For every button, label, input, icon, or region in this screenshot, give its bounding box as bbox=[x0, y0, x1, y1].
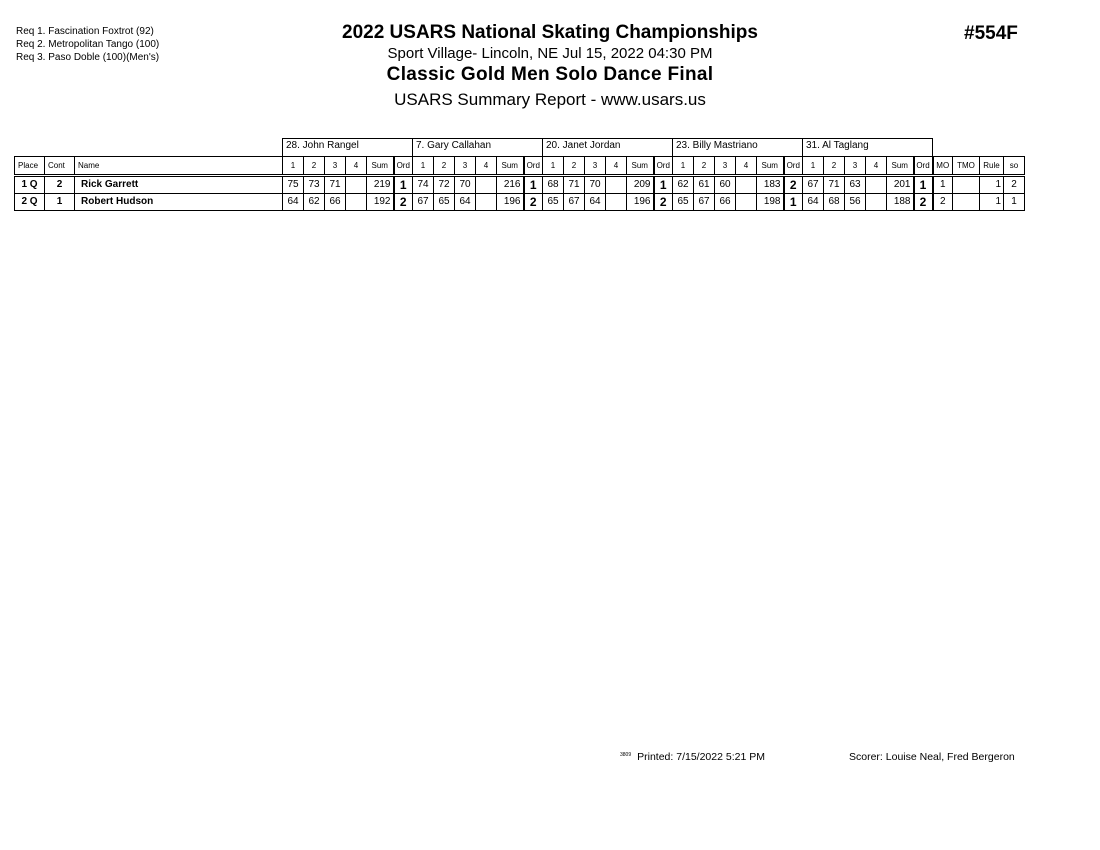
results-table bbox=[14, 156, 1025, 211]
championship-title: 2022 USARS National Skating Championships bbox=[342, 22, 758, 43]
col-header-j3-1: 1 bbox=[543, 157, 564, 176]
place-cell: 2 Q bbox=[15, 194, 45, 211]
sum-cell: 198 bbox=[757, 194, 784, 211]
score-cell bbox=[866, 176, 887, 194]
ordinal-cell: 2 bbox=[654, 194, 673, 211]
score-cell: 70 bbox=[585, 176, 606, 194]
score-cell bbox=[736, 176, 757, 194]
score-cell: 56 bbox=[845, 194, 866, 211]
col-header-j2-1: 1 bbox=[413, 157, 434, 176]
scorer-info: Scorer: Louise Neal, Fred Bergeron bbox=[849, 751, 1015, 763]
event-title: Classic Gold Men Solo Dance Final bbox=[386, 64, 714, 85]
so-cell: 1 bbox=[1004, 194, 1025, 211]
sum-cell: 216 bbox=[497, 176, 524, 194]
score-cell bbox=[346, 194, 367, 211]
col-header-j3-2: 2 bbox=[564, 157, 585, 176]
col-header-j5-3: 3 bbox=[845, 157, 866, 176]
sum-cell: 196 bbox=[497, 194, 524, 211]
judge-name-1: 28. John Rangel bbox=[282, 138, 413, 156]
sum-cell: 196 bbox=[627, 194, 654, 211]
column-header-row bbox=[15, 157, 1025, 176]
sum-cell: 219 bbox=[367, 176, 394, 194]
ordinal-cell: 1 bbox=[784, 194, 803, 211]
judge-name-4: 23. Billy Mastriano bbox=[672, 138, 803, 156]
col-header-j5-1: 1 bbox=[803, 157, 824, 176]
col-header-name: Name bbox=[75, 157, 283, 176]
requirement-1: Req 1. Fascination Foxtrot (92) bbox=[16, 26, 154, 37]
tmo-cell bbox=[953, 194, 980, 211]
col-header-j5-4: 4 bbox=[866, 157, 887, 176]
score-cell: 64 bbox=[585, 194, 606, 211]
score-cell: 68 bbox=[824, 194, 845, 211]
judge-name-3: 20. Janet Jordan bbox=[542, 138, 673, 156]
sum-cell: 183 bbox=[757, 176, 784, 194]
score-cell: 71 bbox=[824, 176, 845, 194]
score-cell bbox=[346, 176, 367, 194]
col-header-j1-4: 4 bbox=[346, 157, 367, 176]
col-header-j3-ord: Ord bbox=[654, 157, 673, 176]
sum-cell: 209 bbox=[627, 176, 654, 194]
score-cell: 68 bbox=[543, 176, 564, 194]
score-cell: 67 bbox=[694, 194, 715, 211]
skater-name: Rick Garrett bbox=[75, 176, 283, 194]
col-header-tmo: TMO bbox=[953, 157, 980, 176]
score-cell: 67 bbox=[413, 194, 434, 211]
score-cell: 70 bbox=[455, 176, 476, 194]
col-header-j5-2: 2 bbox=[824, 157, 845, 176]
score-cell: 74 bbox=[413, 176, 434, 194]
col-header-j5-ord: Ord bbox=[914, 157, 933, 176]
score-cell: 65 bbox=[673, 194, 694, 211]
col-header-j1-sum: Sum bbox=[367, 157, 394, 176]
col-header-j1-3: 3 bbox=[325, 157, 346, 176]
score-cell: 73 bbox=[304, 176, 325, 194]
mo-cell: 1 bbox=[933, 176, 953, 194]
col-header-j1-2: 2 bbox=[304, 157, 325, 176]
col-header-j3-3: 3 bbox=[585, 157, 606, 176]
col-header-j2-ord: Ord bbox=[524, 157, 543, 176]
ordinal-cell: 1 bbox=[914, 176, 933, 194]
ordinal-cell: 1 bbox=[524, 176, 543, 194]
col-header-so: so bbox=[1004, 157, 1025, 176]
col-header-j3-sum: Sum bbox=[627, 157, 654, 176]
sum-cell: 201 bbox=[887, 176, 914, 194]
requirements-list bbox=[16, 25, 159, 64]
mo-cell: 2 bbox=[933, 194, 953, 211]
judge-name-5: 31. Al Taglang bbox=[802, 138, 933, 156]
col-header-j4-3: 3 bbox=[715, 157, 736, 176]
col-header-j3-4: 4 bbox=[606, 157, 627, 176]
printed-info bbox=[620, 751, 765, 763]
sum-cell: 188 bbox=[887, 194, 914, 211]
col-header-j2-3: 3 bbox=[455, 157, 476, 176]
col-header-cont: Cont bbox=[45, 157, 75, 176]
ordinal-cell: 1 bbox=[654, 176, 673, 194]
printed-timestamp: Printed: 7/15/2022 5:21 PM bbox=[637, 751, 765, 763]
score-cell: 75 bbox=[283, 176, 304, 194]
score-cell: 60 bbox=[715, 176, 736, 194]
score-cell: 63 bbox=[845, 176, 866, 194]
score-cell: 65 bbox=[434, 194, 455, 211]
col-header-j1-ord: Ord bbox=[394, 157, 413, 176]
col-header-j4-4: 4 bbox=[736, 157, 757, 176]
col-header-place: Place bbox=[15, 157, 45, 176]
score-cell: 71 bbox=[325, 176, 346, 194]
ordinal-cell: 2 bbox=[524, 194, 543, 211]
col-header-j1-1: 1 bbox=[283, 157, 304, 176]
rule-cell: 1 bbox=[980, 176, 1004, 194]
score-cell: 66 bbox=[325, 194, 346, 211]
score-cell bbox=[866, 194, 887, 211]
score-cell: 67 bbox=[803, 176, 824, 194]
score-cell bbox=[606, 194, 627, 211]
score-cell: 61 bbox=[694, 176, 715, 194]
ordinal-cell: 2 bbox=[914, 194, 933, 211]
col-header-j4-2: 2 bbox=[694, 157, 715, 176]
requirement-2: Req 2. Metropolitan Tango (100) bbox=[16, 39, 160, 50]
cont-cell: 1 bbox=[45, 194, 75, 211]
rule-cell: 1 bbox=[980, 194, 1004, 211]
venue-date: Sport Village- Lincoln, NE Jul 15, 2022 04:30 PM bbox=[387, 45, 713, 62]
col-header-rule: Rule bbox=[980, 157, 1004, 176]
skater-name: Robert Hudson bbox=[75, 194, 283, 211]
sum-cell: 192 bbox=[367, 194, 394, 211]
judge-name-2: 7. Gary Callahan bbox=[412, 138, 543, 156]
col-header-j2-4: 4 bbox=[476, 157, 497, 176]
so-cell: 2 bbox=[1004, 176, 1025, 194]
col-header-mo: MO bbox=[933, 157, 953, 176]
print-code: 3809 bbox=[620, 751, 632, 758]
report-title: USARS Summary Report - www.usars.us bbox=[394, 90, 706, 109]
score-cell bbox=[606, 176, 627, 194]
event-number: #554F bbox=[964, 23, 1018, 44]
score-cell bbox=[476, 176, 497, 194]
score-cell: 62 bbox=[673, 176, 694, 194]
score-cell bbox=[476, 194, 497, 211]
requirement-3: Req 3. Paso Doble (100)(Men's) bbox=[16, 52, 160, 63]
table-row bbox=[15, 176, 1025, 194]
col-header-j4-ord: Ord bbox=[784, 157, 803, 176]
col-header-j4-1: 1 bbox=[673, 157, 694, 176]
score-cell: 64 bbox=[455, 194, 476, 211]
col-header-j2-sum: Sum bbox=[497, 157, 524, 176]
score-cell: 71 bbox=[564, 176, 585, 194]
tmo-cell bbox=[953, 176, 980, 194]
ordinal-cell: 2 bbox=[784, 176, 803, 194]
score-cell: 64 bbox=[803, 194, 824, 211]
score-cell: 72 bbox=[434, 176, 455, 194]
score-cell: 64 bbox=[283, 194, 304, 211]
score-cell bbox=[736, 194, 757, 211]
score-cell: 65 bbox=[543, 194, 564, 211]
table-row bbox=[15, 194, 1025, 211]
col-header-j2-2: 2 bbox=[434, 157, 455, 176]
ordinal-cell: 1 bbox=[394, 176, 413, 194]
col-header-j5-sum: Sum bbox=[887, 157, 914, 176]
place-cell: 1 Q bbox=[15, 176, 45, 194]
ordinal-cell: 2 bbox=[394, 194, 413, 211]
score-cell: 67 bbox=[564, 194, 585, 211]
score-cell: 66 bbox=[715, 194, 736, 211]
score-cell: 62 bbox=[304, 194, 325, 211]
col-header-j4-sum: Sum bbox=[757, 157, 784, 176]
cont-cell: 2 bbox=[45, 176, 75, 194]
